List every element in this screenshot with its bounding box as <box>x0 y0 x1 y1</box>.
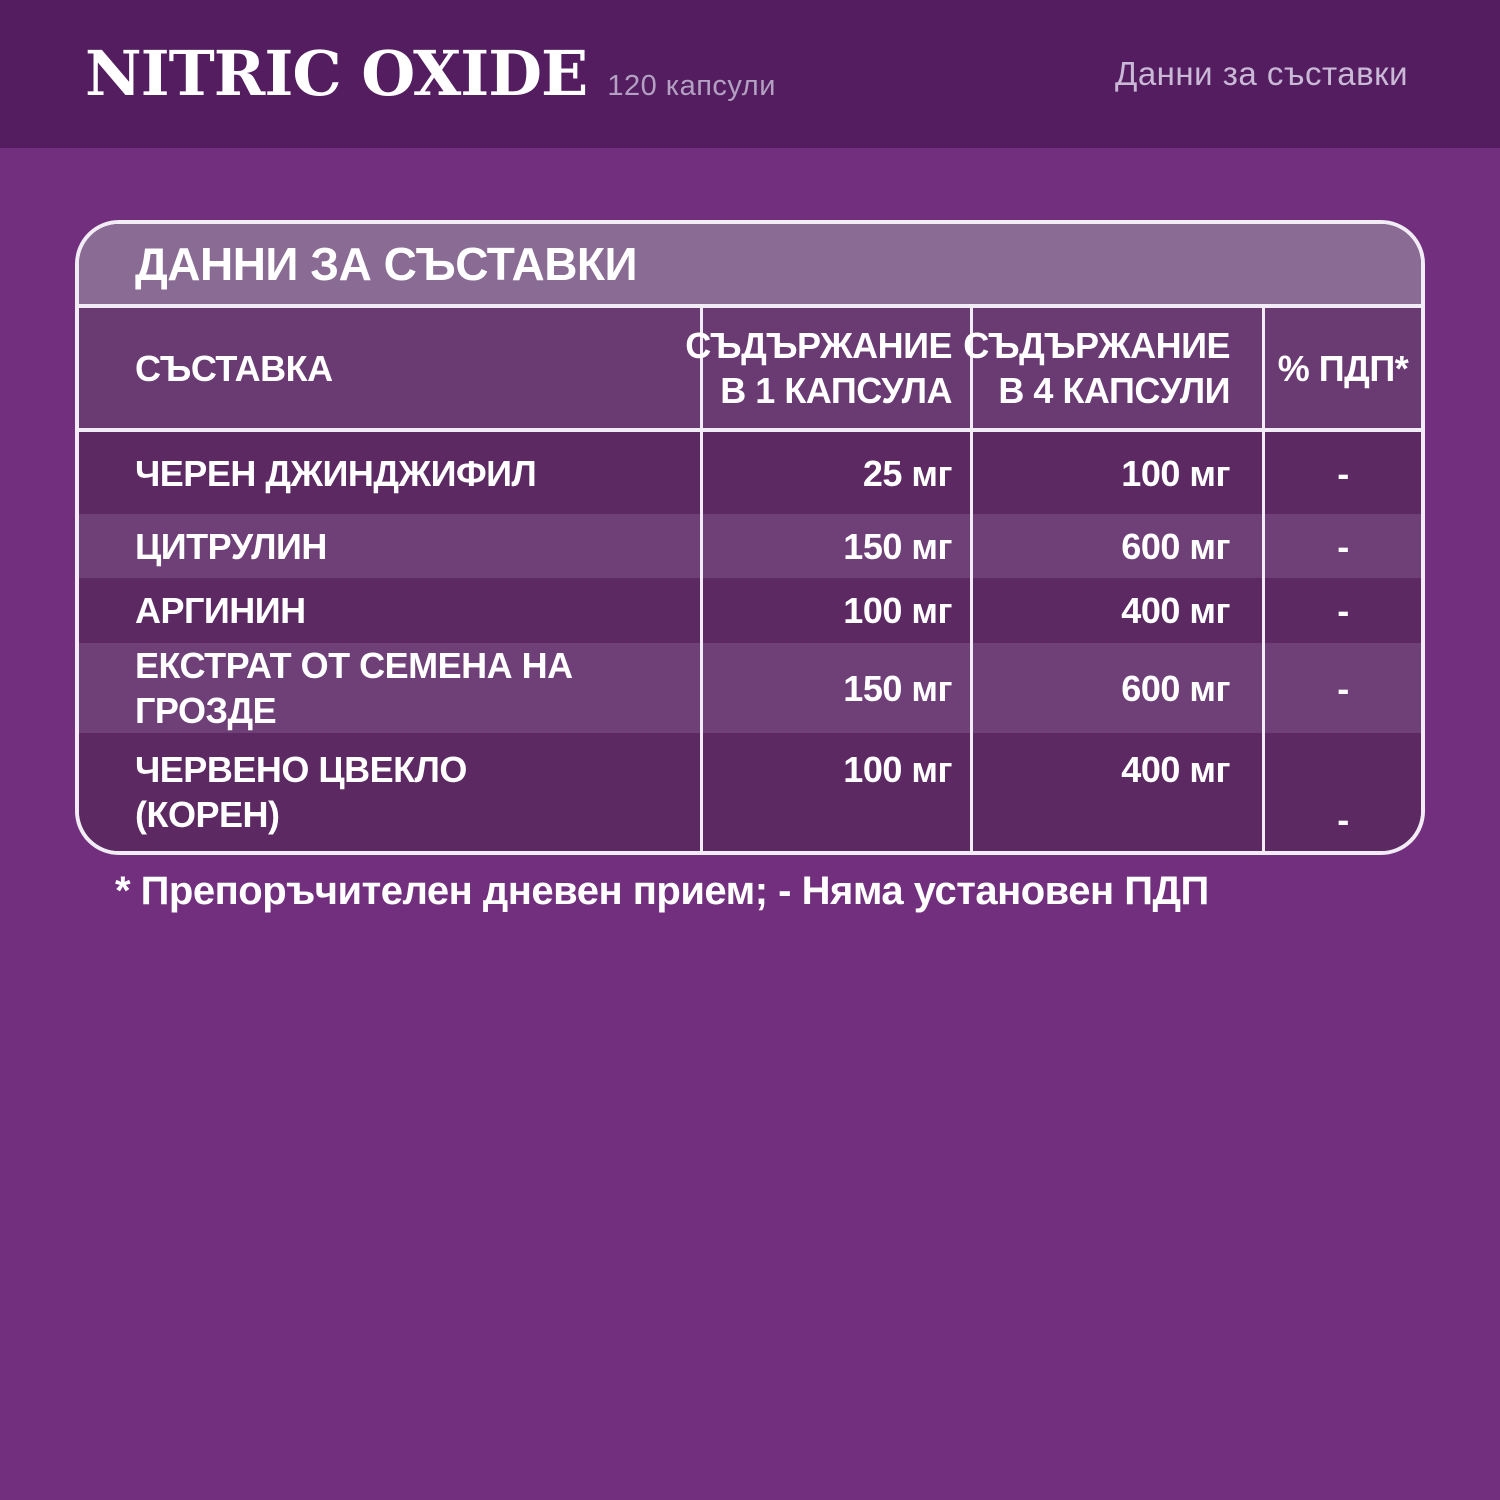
table-row <box>79 432 1421 514</box>
amount-per-4-capsules: 400 мг <box>970 578 1262 643</box>
table-row <box>79 733 1421 851</box>
ingredient-name: ЕКСТРАТ ОТ СЕМЕНА НА ГРОЗДЕ <box>135 645 573 731</box>
table-row <box>79 643 1421 733</box>
product-name: NITRIC OXIDE <box>85 37 588 110</box>
page-label: Данни за съставки <box>1114 55 1408 92</box>
capsule-count: 120 капсули <box>607 70 776 102</box>
amount-per-4-capsules: 100 мг <box>970 432 1262 514</box>
ingredient-name: АРГИНИН <box>135 590 306 631</box>
column-header-per-4-line2: В 4 КАПСУЛИ <box>998 370 1230 411</box>
brand-block <box>85 37 776 110</box>
topbar <box>0 0 1500 148</box>
ingredient-name <box>79 733 700 851</box>
ingredient-name: ЧЕРЕН ДЖИНДЖИФИЛ <box>135 452 537 494</box>
amount-per-1-capsule: 150 мг <box>700 643 970 733</box>
ingredient-name-line1: ЧЕРВЕНО ЦВЕКЛО <box>135 749 467 790</box>
ingredient-name-line2: (КОРЕН) <box>135 794 280 835</box>
amount-per-1-capsule: 100 мг <box>700 578 970 643</box>
column-header-ingredient: СЪСТАВКА <box>135 347 333 389</box>
amount-per-4-capsules: 400 мг <box>970 733 1262 851</box>
column-header-per-1-capsule <box>685 308 970 428</box>
amount-per-4-capsules: 600 мг <box>970 643 1262 733</box>
pdp-value: - <box>1262 578 1421 643</box>
column-header-per-1-line2: В 1 КАПСУЛА <box>720 370 952 411</box>
pdp-value: - <box>1262 643 1421 733</box>
column-header-per-4-capsules <box>963 308 1262 428</box>
amount-per-1-capsule: 100 мг <box>700 733 970 851</box>
amount-per-1-capsule: 25 мг <box>700 432 970 514</box>
amount-per-4-capsules: 600 мг <box>970 514 1262 578</box>
footnote: * Препоръчителен дневен прием; - Няма установен ПДП <box>115 869 1209 913</box>
table-title: ДАННИ ЗА СЪСТАВКИ <box>79 224 1421 304</box>
pdp-value: - <box>1262 432 1421 514</box>
column-header-per-1-line1: СЪДЪРЖАНИЕ <box>685 325 952 366</box>
pdp-value: - <box>1262 733 1421 851</box>
pdp-value: - <box>1262 514 1421 578</box>
column-header-per-4-line1: СЪДЪРЖАНИЕ <box>963 325 1230 366</box>
ingredient-name: ЦИТРУЛИН <box>135 525 327 567</box>
amount-per-1-capsule: 150 мг <box>700 514 970 578</box>
column-header-pdp: % ПДП* <box>1262 308 1421 428</box>
table-row <box>79 578 1421 643</box>
ingredients-table-card <box>75 220 1425 855</box>
table-header-row <box>79 308 1421 428</box>
table-row <box>79 514 1421 578</box>
